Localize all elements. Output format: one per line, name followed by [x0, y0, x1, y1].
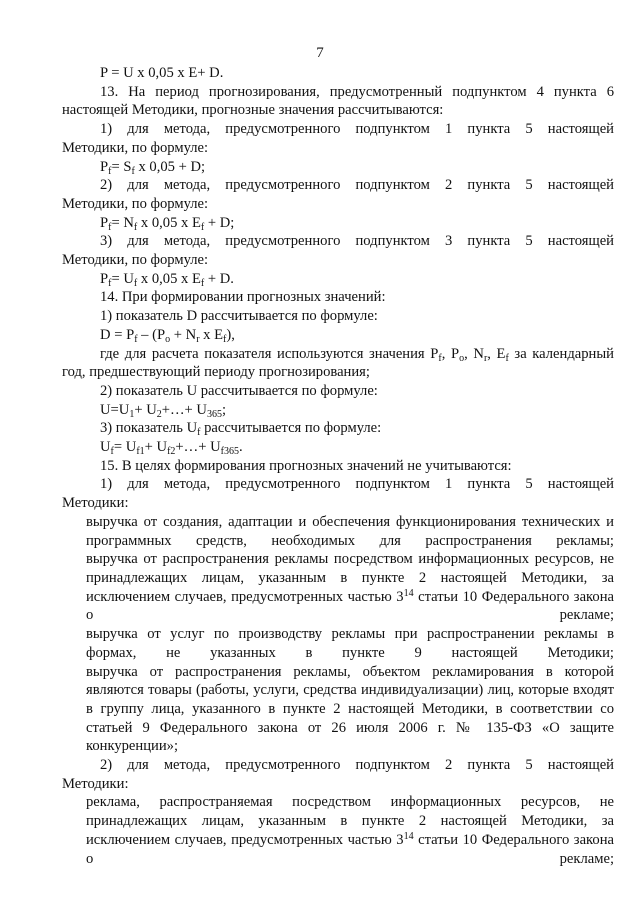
formula-line: $D = P_f - (P_o + N_r$ x $E_f$),: [100, 326, 235, 345]
paragraph: выручка от распространения рекламы, объектом рекламирования в которой являются товары (работы, услуги, средства индивидуализации) лиц, которые входят в группу лица, указанного в пункте 2 настоящей Методики, в соответствии со статьей 9 Федерального закона от 26 июля 2006 г. № 135-ФЗ «О защите конкуренции»;: [86, 663, 614, 755]
formula-line: $P_f= U_f$ x 0,05 x $E_f + D$.: [100, 270, 234, 289]
text-line: Методики, по формуле:: [62, 252, 209, 269]
paragraph: выручка от распространения рекламы посредством информационных ресурсов, не принадлежащих лицам, указанным в пункте 2 настоящей Методики, за исключением случаев, предусмотренных частью $3^{14}$ статьи 10 Федерального закона о рекламе;: [86, 551, 614, 624]
text-line: 1) для метода, предусмотренного подпунктом 1 пункта 5 настоящей: [100, 476, 614, 493]
text-line: 1) показатель D рассчитывается по формуле:: [100, 308, 378, 325]
text-line: где для расчета показателя используются значения $P_f$, $P_o$, $N_r$, $E_f$ за календарный: [100, 345, 614, 364]
text-line: 13. На период прогнозирования, предусмотренный подпунктом 4 пункта 6: [100, 83, 614, 100]
text-line: 3) для метода, предусмотренного подпунктом 3 пункта 5 настоящей: [100, 233, 614, 250]
formula-line: $U_f= U_{f1}+$ $U_{f2}+\dots+ U_{f365}$.: [100, 439, 243, 458]
paragraph: выручка от создания, адаптации и обеспечения функционирования технических и программных средств, необходимых для распространения рекламы;: [86, 513, 614, 549]
text-line: 2) для метода, предусмотренного подпунктом 2 пункта 5 настоящей: [100, 757, 614, 774]
text-line: 15. В целях формирования прогнозных значений не учитываются:: [100, 457, 512, 474]
formula-line: $P_f= S_f$ x 0,05 + D;: [100, 158, 206, 177]
page-number: 7: [316, 45, 324, 61]
formula-line: P = U x 0,05 x E+ D.: [100, 65, 224, 81]
text-line: Методики:: [62, 775, 129, 792]
text-line: Методики, по формуле:: [62, 139, 209, 156]
text-line: Методики:: [62, 495, 129, 512]
text-line: 1) для метода, предусмотренного подпунктом 1 пункта 5 настоящей: [100, 121, 614, 138]
text-line: 2) для метода, предусмотренного подпунктом 2 пункта 5 настоящей: [100, 177, 614, 194]
text-line: год, предшествующий периоду прогнозирования;: [62, 364, 370, 381]
paragraph: выручка от услуг по производству рекламы при распространении рекламы в формах, не указанных в пункте 9 настоящей Методики;: [86, 626, 614, 661]
document-body: [62, 64, 614, 868]
formula-line: $U=U_1+$ $U_2+\dots+ U_{365}$;: [100, 401, 227, 420]
text-line: 3) показатель $U_f$ рассчитывается по формуле:: [100, 420, 382, 439]
text-line: Методики, по формуле:: [62, 195, 209, 212]
paragraph: реклама, распространяемая посредством информационных ресурсов, не принадлежащих лицам, указанным в пункте 2 настоящей Методики, за исключением случаев, предусмотренных частью $3^{14}$ статьи 10 Федерального закона о рекламе;: [86, 794, 614, 867]
formula-line: $P_f= N_f$ x 0,05 x $E_f + D$;: [100, 214, 235, 233]
text-line: 14. При формировании прогнозных значений:: [100, 289, 386, 306]
text-line: 2) показатель U рассчитывается по формуле:: [100, 382, 378, 399]
text-line: настоящей Методики, прогнозные значения рассчитываются:: [62, 102, 444, 119]
